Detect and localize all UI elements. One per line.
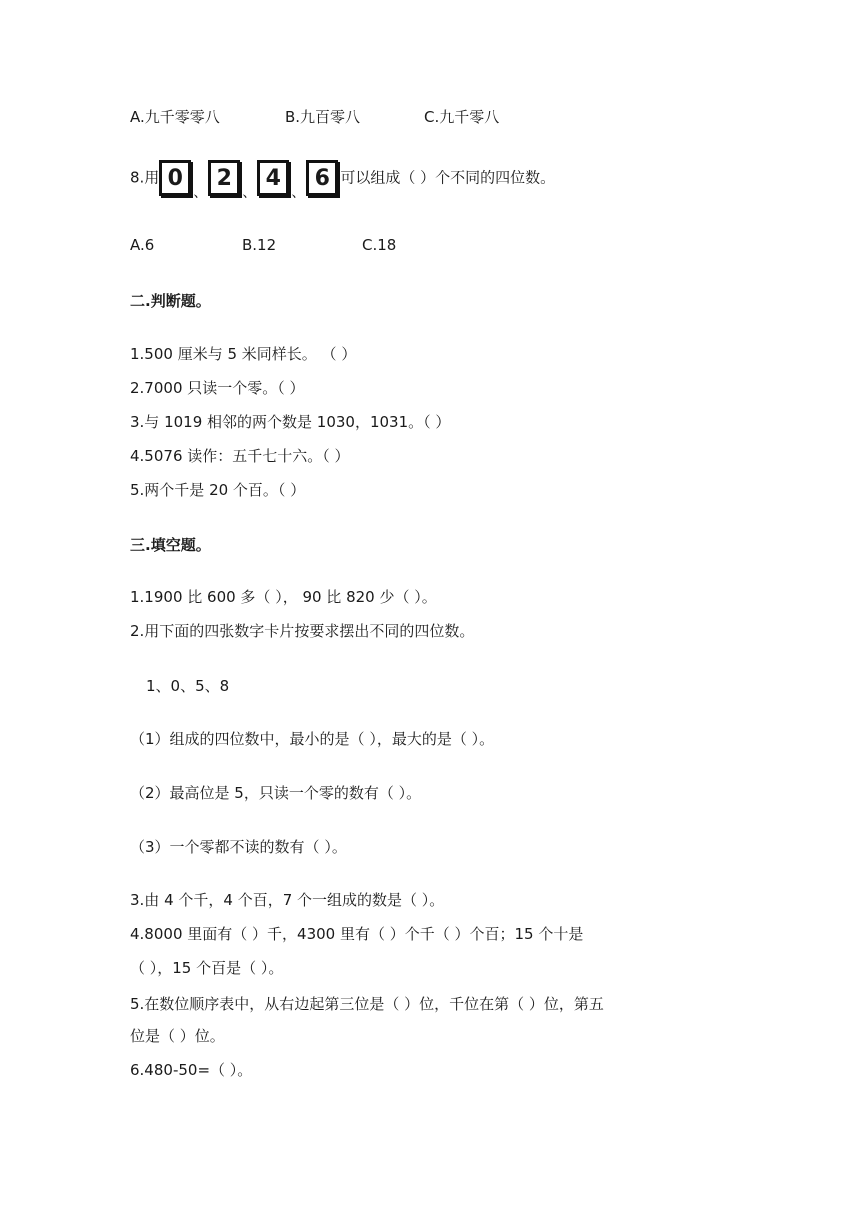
judge-item-4: 4.5076 读作：五千七十六。（ ）: [130, 447, 350, 465]
fill-q2-sub-2: （2）最高位是 5，只读一个零的数有（ ）。: [130, 784, 422, 802]
card-separator: 、: [193, 185, 208, 201]
card-separator: 、: [242, 185, 257, 201]
digit-cards: [159, 160, 340, 201]
digit-card-4: 4: [257, 160, 289, 196]
q8-suffix: 可以组成（ ）个不同的四位数。: [340, 168, 556, 187]
fill-q2-cards: 1、0、5、8: [146, 677, 230, 695]
fill-q3: 3.由 4 个千，4 个百，7 个一组成的数是（ ）。: [130, 891, 445, 909]
section-2-title: 二.判断题。: [130, 292, 211, 310]
fill-q2: 2.用下面的四张数字卡片按要求摆出不同的四位数。: [130, 622, 475, 640]
card-separator: 、: [291, 185, 306, 201]
section-3-title: 三.填空题。: [130, 536, 211, 554]
fill-q4-line1: 4.8000 里面有（ ）千，4300 里有（ ）个千（ ）个百；15 个十是: [130, 925, 584, 943]
fill-q2-sub-3: （3）一个零都不读的数有（ ）。: [130, 838, 347, 856]
fill-q2-sub-1: （1）组成的四位数中，最小的是（ ），最大的是（ ）。: [130, 730, 495, 748]
digit-card-6: 6: [306, 160, 338, 196]
fill-q6: 6.480-50=（ ）。: [130, 1061, 253, 1079]
q7-option-b: B.九百零八: [285, 108, 361, 126]
q8-option-b: B.12: [242, 236, 277, 254]
q8-option-c: C.18: [362, 236, 397, 254]
judge-item-3: 3.与 1019 相邻的两个数是 1030，1031。（ ）: [130, 413, 451, 431]
digit-card-2: 2: [208, 160, 240, 196]
judge-item-2: 2.7000 只读一个零。（ ）: [130, 379, 305, 397]
digit-card-0: 0: [159, 160, 191, 196]
fill-q5-line2: 位是（ ）位。: [130, 1027, 225, 1045]
fill-q1: 1.1900 比 600 多（ ）， 90 比 820 少（ ）。: [130, 588, 437, 606]
q8-prefix: 8.用: [130, 168, 160, 187]
judge-item-1: 1.500 厘米与 5 米同样长。 （ ）: [130, 345, 357, 363]
judge-item-5: 5.两个千是 20 个百。（ ）: [130, 481, 306, 499]
fill-q5-line1: 5.在数位顺序表中，从右边起第三位是（ ）位，千位在第（ ）位，第五: [130, 995, 604, 1013]
fill-q4-line2: （ ），15 个百是（ ）。: [130, 959, 284, 977]
q8-question: [130, 160, 556, 201]
q7-option-c: C.九千零八: [424, 108, 500, 126]
q7-option-a: A.九千零零八: [130, 108, 220, 126]
q8-option-a: A.6: [130, 236, 155, 254]
